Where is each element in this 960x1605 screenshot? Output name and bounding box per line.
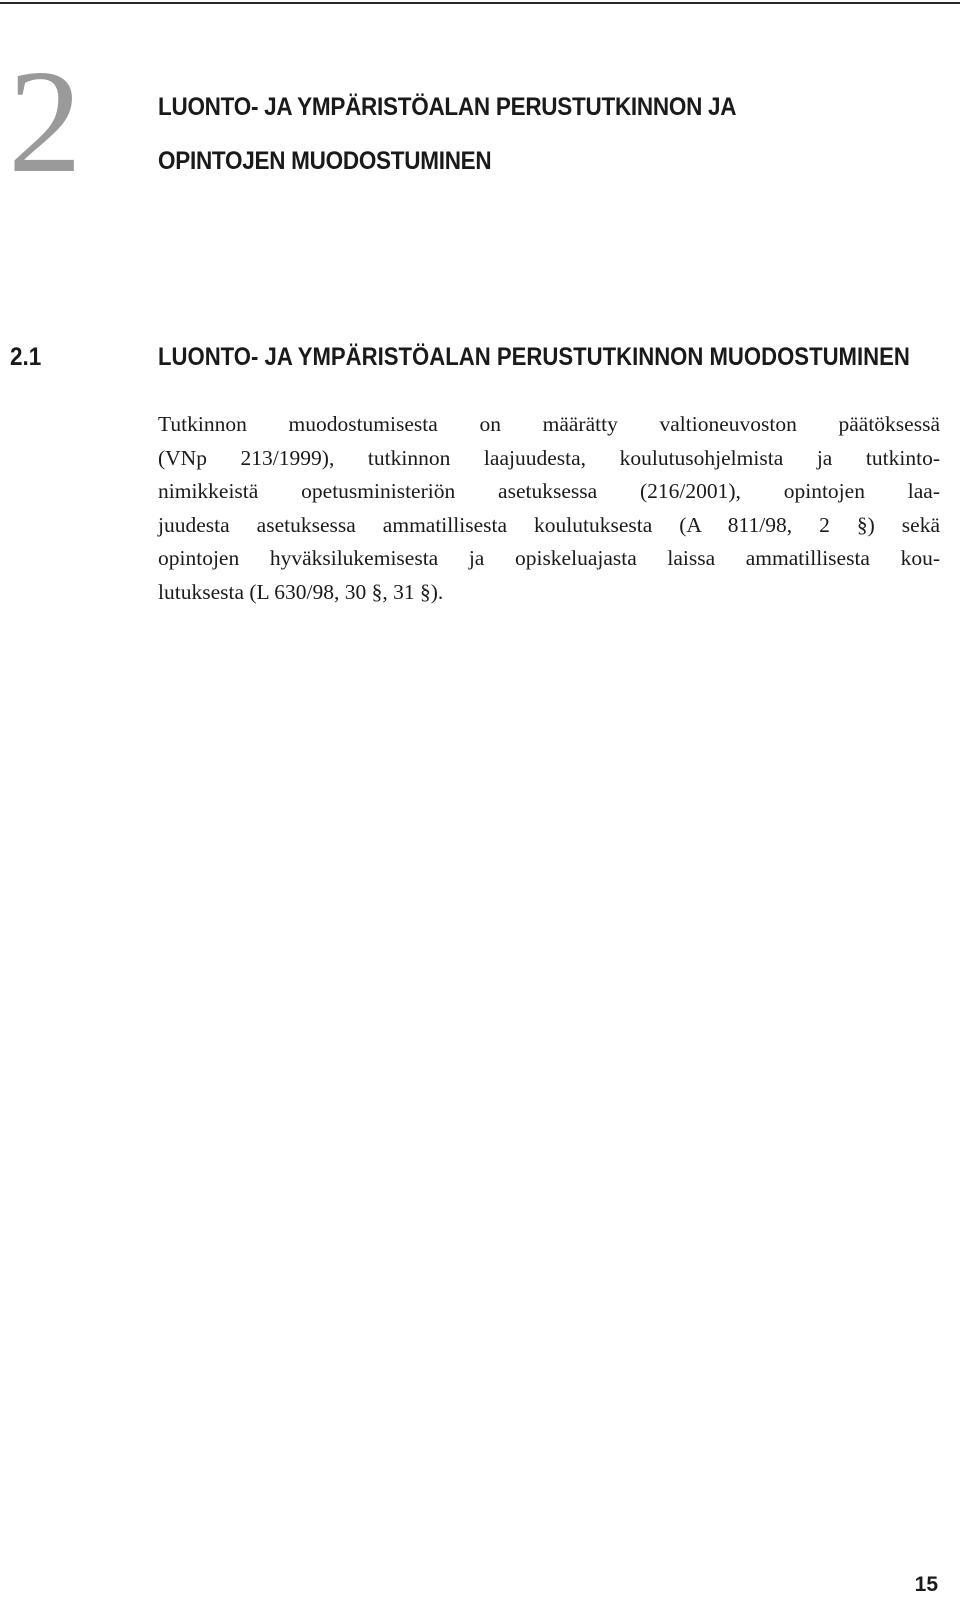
- body-line: lutuksesta (L 630/98, 30 §, 31 §).: [158, 579, 444, 604]
- body-line: opintojen hyväksilukemisesta ja opiskeluajasta laissa ammatillisesta kou-: [158, 546, 940, 570]
- chapter-title-line: LUONTO- JA YMPÄRISTÖALAN PERUSTUTKINNON JA: [158, 93, 737, 121]
- section-title: LUONTO- JA YMPÄRISTÖALAN PERUSTUTKINNON MUODOSTUMINEN: [158, 343, 910, 371]
- section-number: 2.1: [10, 343, 42, 371]
- body-paragraph: [158, 408, 940, 609]
- body-line: Tutkinnon muodostumisesta on määrätty valtioneuvoston päätöksessä: [158, 412, 940, 436]
- chapter-title: [158, 80, 860, 188]
- page-number: 15: [914, 1573, 938, 1596]
- chapter-number: 2: [8, 40, 82, 204]
- body-line: juudesta asetuksessa ammatillisesta koulutuksesta (A 811/98, 2 §) sekä: [158, 512, 940, 537]
- top-rule: [0, 2, 960, 4]
- body-line: nimikkeistä opetusministeriön asetuksessa (216/2001), opintojen laa-: [158, 479, 940, 503]
- chapter-title-line: OPINTOJEN MUODOSTUMINEN: [158, 147, 492, 175]
- body-line: (VNp 213/1999), tutkinnon laajuudesta, koulutusohjelmista ja tutkinto-: [158, 445, 940, 470]
